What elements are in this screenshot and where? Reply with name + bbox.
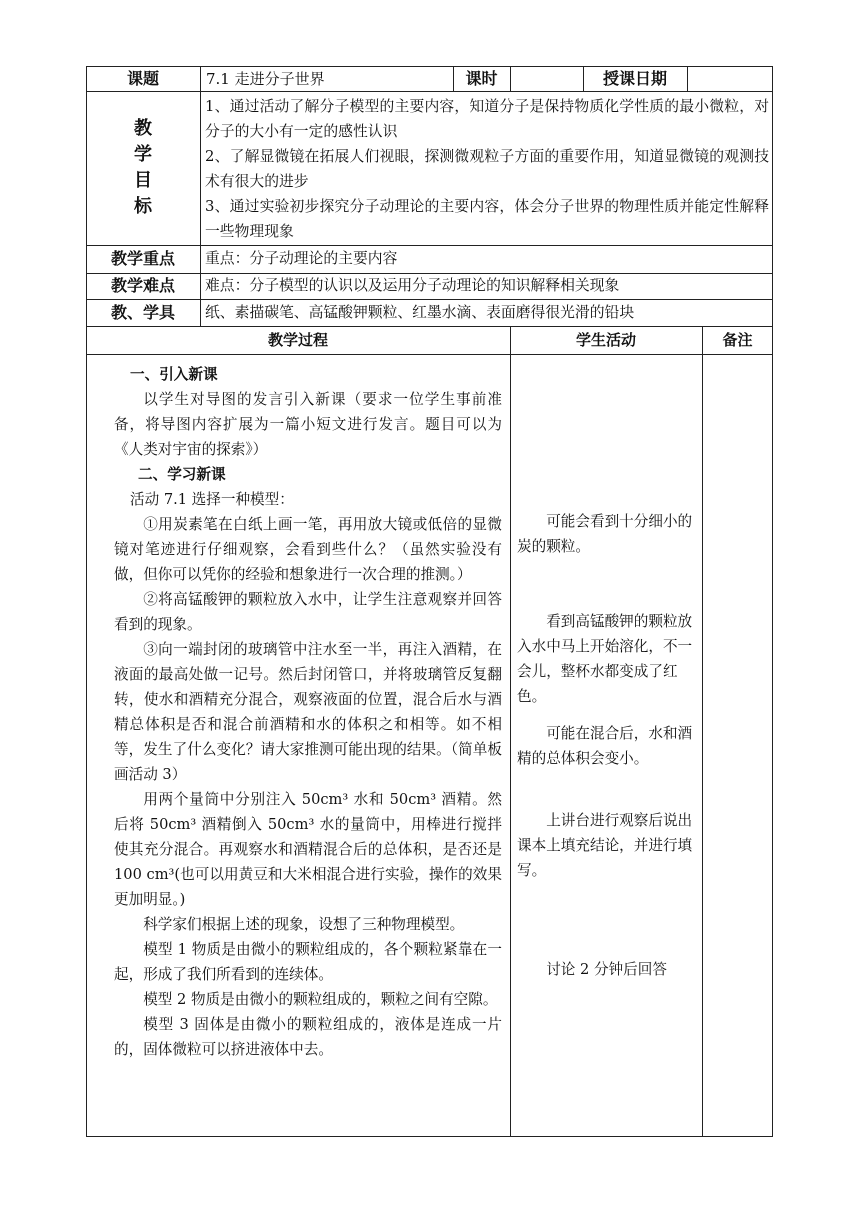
process-header: 教学过程 xyxy=(267,331,328,349)
date-value xyxy=(687,66,773,91)
topic-value: 7.1 走进分子世界 xyxy=(206,69,325,88)
period-value xyxy=(510,66,583,91)
activity-step: ①用炭素笔在白纸上画一笔，再用放大镜或低倍的显微镜对笔迹进行仔细观察，会看到些什么？（虽然实验没有做，但你可以凭你的经验和想象进行一次合理的推测。） xyxy=(114,516,502,583)
row-divider xyxy=(86,354,773,355)
student-answer-text: 看到高锰酸钾的颗粒放入水中马上开始溶化，不一会儿，整杯水都变成了红色。 xyxy=(517,613,693,705)
activity-step: ②将高锰酸钾的颗粒放入水中，让学生注意观察并回答看到的现象。 xyxy=(114,591,502,633)
topic-label: 课题 xyxy=(126,68,159,88)
objectives-label-char: 教 xyxy=(134,118,152,139)
tools-label: 教、学具 xyxy=(110,302,175,322)
period-label: 课时 xyxy=(465,68,498,88)
key-point-value: 重点：分子动理论的主要内容 xyxy=(205,250,398,267)
student-answer-text: 可能在混合后，水和酒精的总体积会变小。 xyxy=(517,725,693,767)
objectives-label-char: 标 xyxy=(134,196,152,217)
section-title: 一、引入新课 xyxy=(130,366,218,383)
objectives-label xyxy=(86,91,200,245)
objectives-label-char: 学 xyxy=(134,144,152,165)
activity-title: 活动 7.1 选择一种模型： xyxy=(130,491,294,508)
col-divider xyxy=(702,326,703,1137)
process-content xyxy=(114,362,502,1132)
student-answer xyxy=(517,721,695,801)
objectives-list xyxy=(205,94,769,244)
objective-item: 1、通过活动了解分子模型的主要内容，知道分子是保持物质化学性质的最小微粒，对分子的大小有一定的感性认识 xyxy=(205,98,769,140)
student-answer-text: 讨论 2 分钟后回答 xyxy=(546,961,667,978)
activity-step: ③向一端封闭的玻璃管中注水至一半，再注入酒精，在液面的最高处做一记号。然后封闭管口，并将玻璃管反复翻转，使水和酒精充分混合，观察液面的位置，混合后水与酒精总体积是否和混合前酒精和水的体积之和相等。如不相等，发生了什么变化？请大家推测可能出现的结果。（简单板画活动 3） xyxy=(114,641,502,783)
activity-step: 用两个量筒中分别注入 50cm³ 水和 50cm³ 酒精。然后将 50cm³ 酒精倒入 50cm³ 水的量筒中，用棒进行搅拌使其充分混合。再观察水和酒精混合后的总体积，是否还是 100 cm³(也可以用黄豆和大米相混合进行实验，操作的效果更加明显。) xyxy=(114,791,502,908)
student-header: 学生活动 xyxy=(575,331,636,349)
objective-item: 2、了解显微镜在拓展人们视眼，探测微观粒子方面的重要作用，知道显微镜的观测技术有很大的进步 xyxy=(205,148,769,190)
objectives-label-char: 目 xyxy=(134,170,152,191)
model-item: 模型 2 物质是由微小的颗粒组成的，颗粒之间有空隙。 xyxy=(143,991,498,1008)
student-answer xyxy=(517,609,695,714)
model-item: 模型 3 固体是由微小的颗粒组成的，液体是连成一片的，固体微粒可以挤进液体中去。 xyxy=(114,1016,502,1058)
objective-item: 3、通过实验初步探究分子动理论的主要内容，体会分子世界的物理性质并能定性解释一些物理现象 xyxy=(205,198,769,240)
difficulty-label: 教学难点 xyxy=(110,276,175,295)
section-title: 二、学习新课 xyxy=(138,466,226,483)
student-answer-text: 上讲台进行观察后说出课本上填充结论，并进行填写。 xyxy=(517,812,693,879)
student-answer xyxy=(517,509,695,564)
models-intro: 科学家们根据上述的现象，设想了三种物理模型。 xyxy=(143,916,465,933)
notes-header: 备注 xyxy=(722,331,753,349)
tools-value: 纸、素描碳笔、高锰酸钾颗粒、红墨水滴、表面磨得很光滑的铅块 xyxy=(205,303,635,321)
col-divider xyxy=(510,326,511,1137)
model-item: 模型 1 物质是由微小的颗粒组成的，各个颗粒紧靠在一起，形成了我们所看到的连续体。 xyxy=(114,941,502,983)
student-answer xyxy=(517,957,699,985)
student-answer-text: 可能会看到十分细小的炭的颗粒。 xyxy=(517,513,693,555)
intro-paragraph: 以学生对导图的发言引入新课（要求一位学生事前准备，将导图内容扩展为一篇小短文进行发言。题目可以为《人类对宇宙的探索》） xyxy=(114,391,502,458)
student-answer xyxy=(517,808,695,888)
col-divider xyxy=(200,66,201,326)
key-point-label: 教学重点 xyxy=(110,249,175,268)
date-label: 授课日期 xyxy=(602,68,667,88)
difficulty-value: 难点：分子模型的认识以及运用分子动理论的知识解释相关现象 xyxy=(205,277,620,294)
